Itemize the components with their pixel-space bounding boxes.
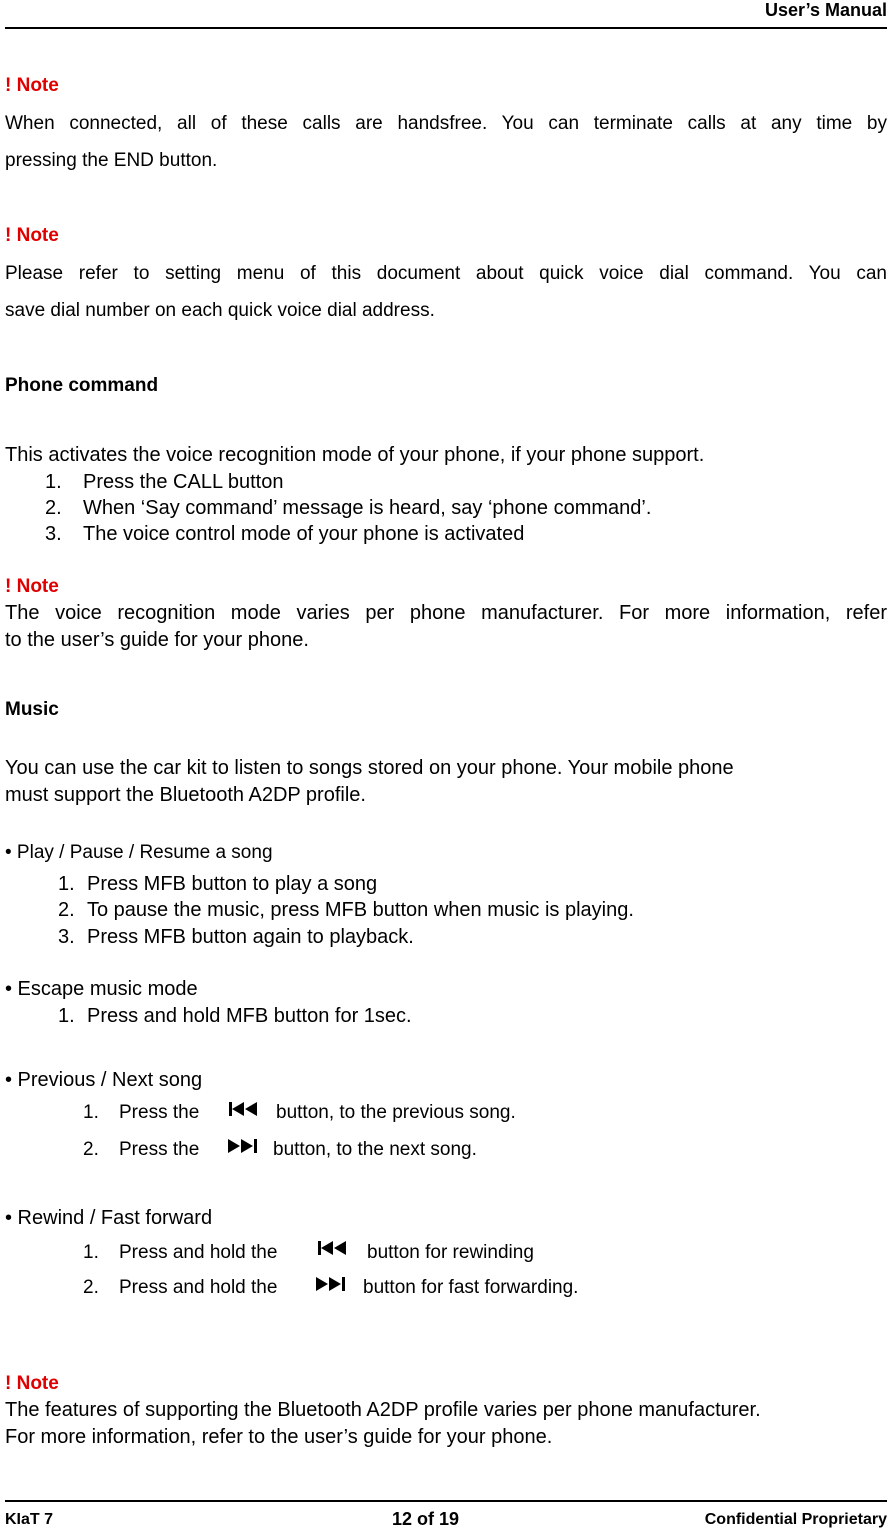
- page-number: 12 of 19: [392, 1509, 460, 1529]
- list-item-text: Press and hold the: [119, 1277, 278, 1298]
- paragraph: You can use the car kit to listen to songs stored on your phone. Your mobile phone: [5, 757, 734, 779]
- paragraph: This activates the voice recognition mode of your phone, if your phone support.: [5, 444, 705, 466]
- header-rule: [5, 27, 887, 29]
- note-text-line: pressing the END button.: [5, 150, 218, 171]
- list-item: Press MFB button again to playback.: [87, 926, 414, 948]
- list-number: 2.: [83, 1277, 99, 1298]
- note-label: ! Note: [5, 225, 59, 246]
- list-number: 1.: [83, 1102, 99, 1123]
- note-label: ! Note: [5, 1373, 59, 1394]
- list-item-text: Press the: [119, 1139, 200, 1160]
- list-number: 1.: [58, 1005, 75, 1027]
- list-item-text: Press the: [119, 1102, 200, 1123]
- list-item-text: button for fast forwarding.: [363, 1277, 579, 1298]
- list-item: To pause the music, press MFB button when music is playing.: [87, 899, 634, 921]
- note-label: ! Note: [5, 576, 59, 597]
- note-text-line: When connected, all of these calls are handsfree. You can terminate calls at any time by: [5, 113, 887, 134]
- list-number: 3.: [45, 523, 62, 545]
- note-label: ! Note: [5, 75, 59, 96]
- list-item: Press and hold MFB button for 1sec.: [87, 1005, 412, 1027]
- bullet-title: • Play / Pause / Resume a song: [5, 842, 273, 863]
- footer-rule: [5, 1500, 887, 1502]
- note-text-line: The features of supporting the Bluetooth A2DP profile varies per phone manufacturer.: [5, 1399, 761, 1421]
- previous-track-icon: [317, 1239, 353, 1257]
- bullet-title: • Rewind / Fast forward: [5, 1207, 213, 1229]
- previous-track-icon: [228, 1100, 262, 1118]
- list-number: 1.: [58, 873, 75, 895]
- note-text-line: to the user’s guide for your phone.: [5, 629, 309, 651]
- list-item: Press MFB button to play a song: [87, 873, 378, 895]
- list-item: When ‘Say command’ message is heard, say ‘phone command’.: [83, 497, 652, 519]
- next-track-icon: [226, 1137, 262, 1155]
- paragraph: must support the Bluetooth A2DP profile.: [5, 784, 366, 806]
- note-text-line: save dial number on each quick voice dial address.: [5, 300, 435, 321]
- section-heading-phone-command: Phone command: [5, 375, 159, 396]
- list-number: 2.: [83, 1139, 99, 1160]
- list-item-text: Press and hold the: [119, 1242, 278, 1263]
- note-text-line: Please refer to setting menu of this document about quick voice dial command. You can: [5, 263, 887, 284]
- bullet-title: • Previous / Next song: [5, 1069, 203, 1091]
- footer-confidential: Confidential Proprietary: [704, 1511, 887, 1528]
- list-number: 1.: [45, 471, 62, 493]
- list-item-text: button, to the next song.: [273, 1139, 477, 1160]
- note-text-line: The voice recognition mode varies per phone manufacturer. For more information, refer: [5, 602, 887, 624]
- bullet-title: • Escape music mode: [5, 978, 198, 1000]
- list-item-text: button, to the previous song.: [276, 1102, 516, 1123]
- list-item: Press the CALL button: [83, 471, 284, 493]
- list-number: 2.: [45, 497, 62, 519]
- footer-doc-name: KIaT 7: [5, 1511, 54, 1528]
- list-number: 1.: [83, 1242, 99, 1263]
- note-text-line: For more information, refer to the user’s guide for your phone.: [5, 1426, 553, 1448]
- section-heading-music: Music: [5, 699, 59, 720]
- list-item: The voice control mode of your phone is activated: [83, 523, 525, 545]
- list-item-text: button for rewinding: [367, 1242, 534, 1263]
- list-number: 2.: [58, 899, 75, 921]
- header-title: User’s Manual: [764, 0, 887, 20]
- next-track-icon: [314, 1275, 352, 1293]
- list-number: 3.: [58, 926, 75, 948]
